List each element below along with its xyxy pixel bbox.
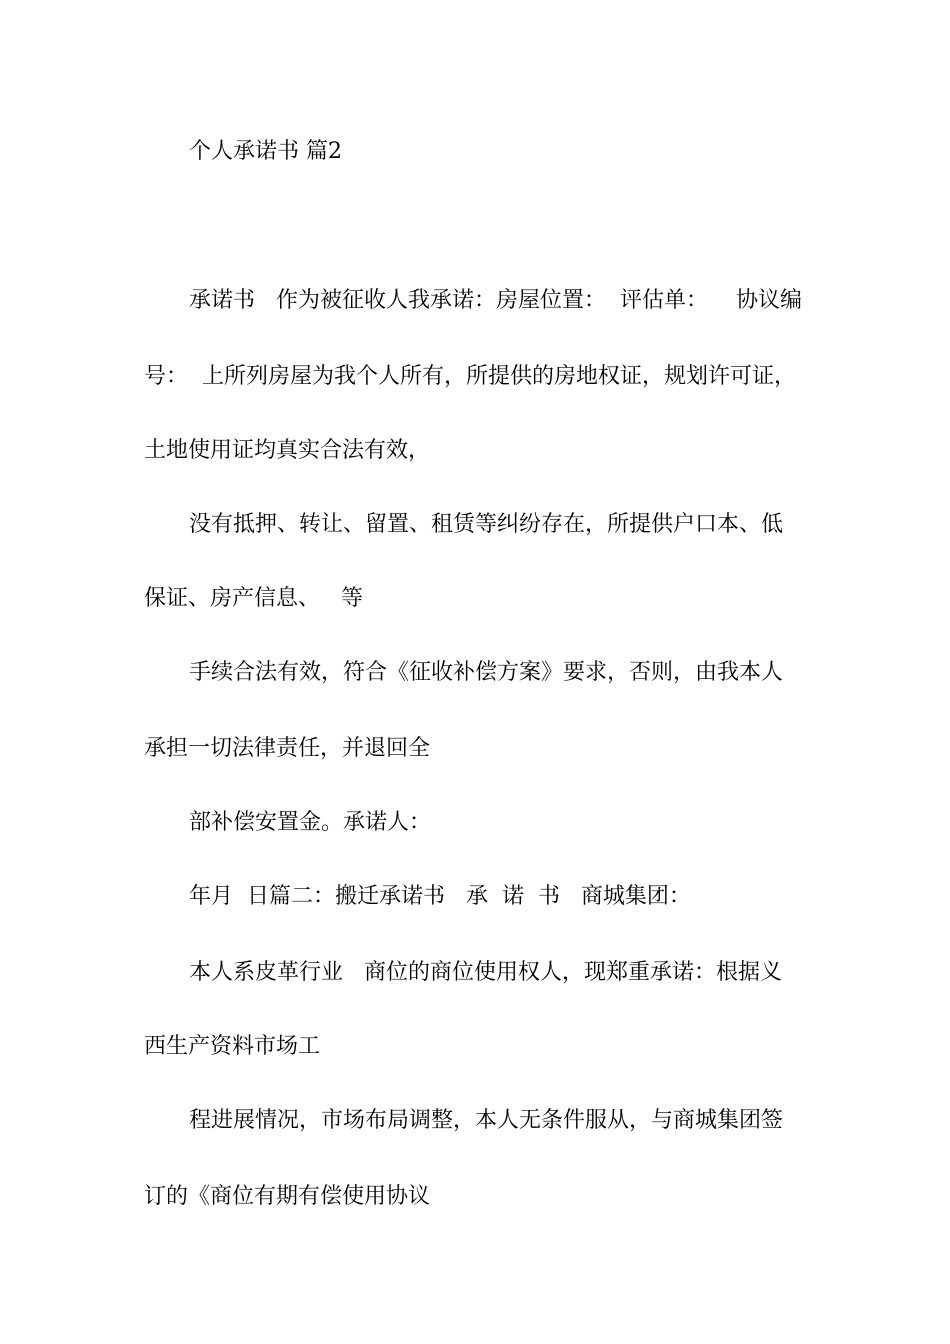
paragraph-line: 年月 日篇二：搬迁承诺书 承 诺 书 商城集团： [189,884,691,909]
paragraph-line: 承担一切法律责任，并退回全 [144,736,431,761]
paragraph-line: 没有抵押、转让、留置、租赁等纠纷存在，所提供户口本、低 [189,512,784,537]
paragraph-line: 号： 上所列房屋为我个人所有，所提供的房地权证，规划许可证， [144,364,796,389]
paragraph-line: 部补偿安置金。承诺人： [189,810,432,835]
paragraph-line: 西生产资料市场工 [144,1034,321,1059]
paragraph-line: 本人系皮革行业 商位的商位使用权人，现郑重承诺：根据义 [189,960,782,985]
paragraph-line: 手续合法有效，符合《征收补偿方案》要求，否则，由我本人 [189,660,784,685]
paragraph-line: 保证、房产信息、 等 [144,586,363,611]
document-title: 个人承诺书 篇2 [189,139,342,164]
paragraph-line: 订的《商位有期有偿使用协议 [144,1184,431,1209]
paragraph-line: 程进展情况，市场布局调整，本人无条件服从，与商城集团签 [189,1108,784,1133]
paragraph-line: 土地使用证均真实合法有效， [144,438,431,463]
paragraph-line: 承诺书 作为被征收人我承诺：房屋位置： 评估单： 协议编 [189,288,802,313]
